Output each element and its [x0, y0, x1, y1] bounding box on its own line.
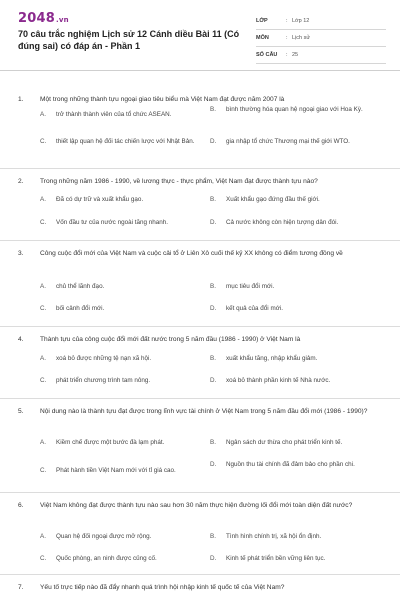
question-7 [0, 574, 400, 600]
question-body: Trong những năm 1986 - 1990, về lương thực - thực phẩm, Việt Nam đạt được thành tựu nào? [40, 178, 318, 185]
option-letter: D. [210, 461, 217, 468]
option-text: Ngân sách dư thừa cho phát triển kinh tế. [226, 439, 343, 446]
option-text: Tình hình chính trị, xã hội ổn định. [226, 533, 322, 540]
option-letter: D. [210, 377, 217, 384]
option-letter: D. [210, 555, 217, 562]
question-1 [0, 70, 400, 169]
option-text: bối cảnh đổi mới. [56, 305, 105, 312]
meta-value: Lịch sử [292, 35, 311, 41]
meta-key: LỚP [256, 18, 268, 24]
logo-suffix-text: .vn [55, 16, 69, 24]
question-number: 7. [18, 584, 24, 591]
question-3 [0, 240, 400, 327]
option-text: xoá bỏ được những tệ nạn xã hội. [56, 355, 152, 362]
option-text: Kinh tế phát triển bền vững liên tục. [226, 555, 326, 562]
document-title: 70 câu trắc nghiệm Lịch sử 12 Cánh diều Bài 11 (Có đúng sai) có đáp án - Phần 1 [18, 29, 240, 51]
question-number: 5. [18, 408, 24, 415]
option-letter: A. [40, 111, 46, 118]
meta-row-class: LỚP : Lớp 12 [256, 13, 386, 30]
meta-key: MÔN [256, 35, 269, 41]
option-letter: B. [210, 355, 216, 362]
meta-row-count: SỐ CÂU : 25 [256, 47, 386, 64]
option-letter: A. [40, 196, 46, 203]
meta-value: 25 [292, 52, 299, 58]
logo-main-text: 2048 [18, 11, 55, 26]
question-number: 1. [18, 96, 24, 103]
option-letter: C. [40, 305, 47, 312]
question-4 [0, 326, 400, 399]
meta-row-subject: MÔN : Lịch sử [256, 30, 386, 47]
option-letter: A. [40, 439, 46, 446]
option-letter: A. [40, 533, 46, 540]
option-letter: A. [40, 283, 46, 290]
option-text: Phát hành tiền Việt Nam mới với tỉ giá cao. [56, 467, 176, 474]
option-letter: C. [40, 377, 47, 384]
option-letter: B. [210, 106, 216, 113]
option-text: phát triển chương trình tam nông. [56, 377, 151, 384]
option-text: kết quả của đổi mới. [226, 305, 283, 312]
question-body: Yếu tố trực tiếp nào đã đẩy nhanh quá trình hội nhập kinh tế quốc tế của Việt Nam? [40, 584, 285, 591]
question-body: Thành tựu của công cuộc đổi mới đất nước trong 5 năm đầu (1986 - 1990) ở Việt Nam là [40, 336, 301, 343]
option-letter: D. [210, 138, 217, 145]
option-text: trở thành thành viên của tổ chức ASEAN. [56, 111, 172, 118]
option-text: mục tiêu đổi mới. [226, 283, 275, 290]
option-text: Quốc phòng, an ninh được củng cố. [56, 555, 157, 562]
option-text: Quan hệ đối ngoại được mở rộng. [56, 533, 152, 540]
document-header [0, 0, 400, 71]
option-text: Nguồn thu tài chính đã đảm bảo cho phần chi. [226, 461, 355, 468]
option-text: Kiềm chế được một bước đà lạm phát. [56, 439, 165, 446]
question-number: 2. [18, 178, 24, 185]
question-number: 6. [18, 502, 24, 509]
question-body: Công cuộc đổi mới của Việt Nam và cuộc cải tổ ở Liên Xô cuối thế kỷ XX không có điểm tương đồng về [40, 250, 343, 257]
option-letter: B. [210, 196, 216, 203]
meta-key: SỐ CÂU [256, 52, 278, 58]
option-letter: C. [40, 138, 47, 145]
option-letter: B. [210, 533, 216, 540]
option-text: thiết lập quan hệ đối tác chiến lược với Nhật Bản. [56, 138, 195, 145]
question-body: Nội dung nào là thành tựu đạt được trong lĩnh vực tài chính ở Việt Nam trong 5 năm đầu đổi mới (1986 - 1990)? [40, 408, 368, 415]
option-text: gia nhập tổ chức Thương mại thế giới WTO. [226, 138, 350, 145]
site-logo[interactable] [18, 11, 69, 26]
option-text: xoá bỏ thành phần kinh tế Nhà nước. [226, 377, 331, 384]
question-number: 4. [18, 336, 24, 343]
option-letter: B. [210, 439, 216, 446]
option-text: Vốn đầu tư của nước ngoài tăng nhanh. [56, 219, 168, 226]
option-text: Xuất khẩu gạo đứng đầu thế giới. [226, 196, 320, 203]
option-text: Đã có dự trữ và xuất khẩu gạo. [56, 196, 144, 203]
question-5 [0, 398, 400, 493]
option-letter: A. [40, 355, 46, 362]
meta-table [256, 13, 386, 64]
option-text: xuất khẩu tăng, nhập khẩu giảm. [226, 355, 318, 362]
meta-value: Lớp 12 [292, 18, 310, 24]
option-letter: C. [40, 555, 47, 562]
question-2 [0, 168, 400, 241]
option-text: chủ thể lãnh đạo. [56, 283, 105, 290]
option-text: bình thường hóa quan hệ ngoại giao với Hoa Kỳ. [226, 106, 363, 113]
question-6 [0, 492, 400, 575]
option-letter: D. [210, 219, 217, 226]
option-letter: C. [40, 219, 47, 226]
question-body: Một trong những thành tựu ngoại giao tiêu biểu mà Việt Nam đạt được năm 2007 là [40, 96, 285, 103]
option-letter: D. [210, 305, 217, 312]
option-letter: C. [40, 467, 47, 474]
option-letter: B. [210, 283, 216, 290]
question-body: Việt Nam không đạt được thành tựu nào sau hơn 30 năm thực hiện đường lối đổi mới toàn diện đất nước? [40, 502, 353, 509]
option-text: Cả nước không còn hiện tượng dân đói. [226, 219, 339, 226]
question-number: 3. [18, 250, 24, 257]
